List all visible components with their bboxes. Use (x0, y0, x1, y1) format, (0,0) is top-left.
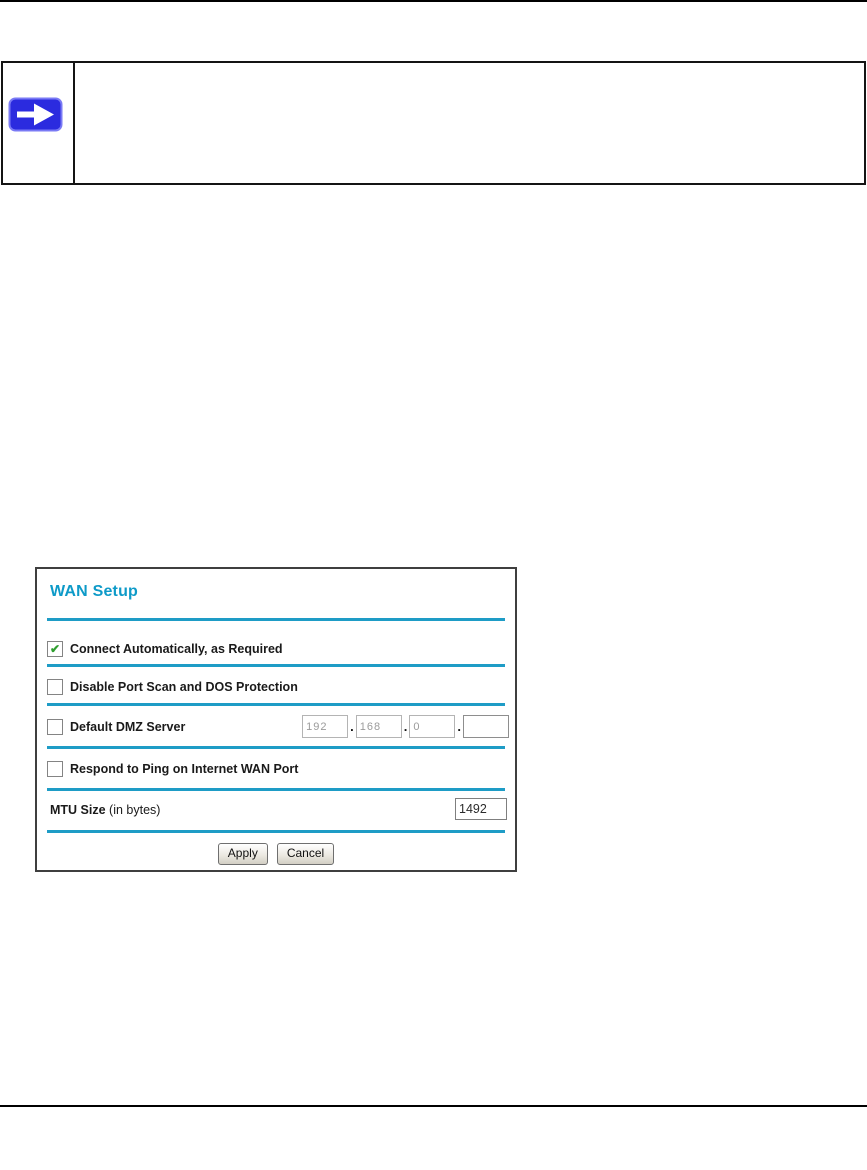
dialog-title: WAN Setup (50, 583, 139, 600)
row-mtu-size (47, 800, 160, 820)
checkmark-icon: ✔ (49, 642, 61, 656)
dmz-ip-octet-1[interactable] (302, 715, 348, 738)
row-connect-automatically (47, 639, 283, 659)
mtu-size-label (50, 803, 160, 817)
separator (47, 746, 505, 749)
cancel-button[interactable]: Cancel (277, 843, 334, 865)
default-dmz-checkbox[interactable] (47, 719, 63, 735)
separator (47, 618, 505, 621)
dmz-ip-octet-4[interactable] (463, 715, 509, 738)
row-default-dmz-server (47, 717, 185, 737)
separator (47, 788, 505, 791)
row-disable-port-scan (47, 677, 298, 697)
apply-button[interactable]: Apply (218, 843, 268, 865)
separator (47, 703, 505, 706)
dmz-ip-address-group (302, 715, 509, 738)
page-bottom-rule (0, 1105, 867, 1107)
mtu-size-input[interactable] (455, 798, 507, 820)
ip-dot: . (350, 719, 354, 734)
page-top-rule (0, 0, 867, 2)
default-dmz-label: Default DMZ Server (70, 720, 186, 734)
note-text (75, 63, 864, 183)
arrow-right-icon (8, 97, 63, 132)
disable-port-scan-label: Disable Port Scan and DOS Protection (70, 680, 298, 694)
mtu-size-label-text: MTU Size (50, 803, 106, 817)
wan-setup-dialog (35, 567, 517, 872)
respond-to-ping-label: Respond to Ping on Internet WAN Port (70, 762, 299, 776)
note-callout (1, 61, 866, 185)
separator (47, 664, 505, 667)
dialog-button-row (37, 843, 515, 865)
disable-port-scan-checkbox[interactable] (47, 679, 63, 695)
connect-automatically-label: Connect Automatically, as Required (70, 642, 283, 656)
respond-to-ping-checkbox[interactable] (47, 761, 63, 777)
dmz-ip-octet-2[interactable] (356, 715, 402, 738)
ip-dot: . (457, 719, 461, 734)
note-icon-cell (3, 63, 75, 183)
row-respond-to-ping (47, 759, 298, 779)
ip-dot: . (403, 719, 408, 734)
dmz-ip-octet-3[interactable] (409, 715, 455, 738)
separator (47, 830, 505, 833)
connect-automatically-checkbox[interactable] (47, 641, 63, 657)
mtu-size-unit-note: (in bytes) (109, 803, 161, 817)
